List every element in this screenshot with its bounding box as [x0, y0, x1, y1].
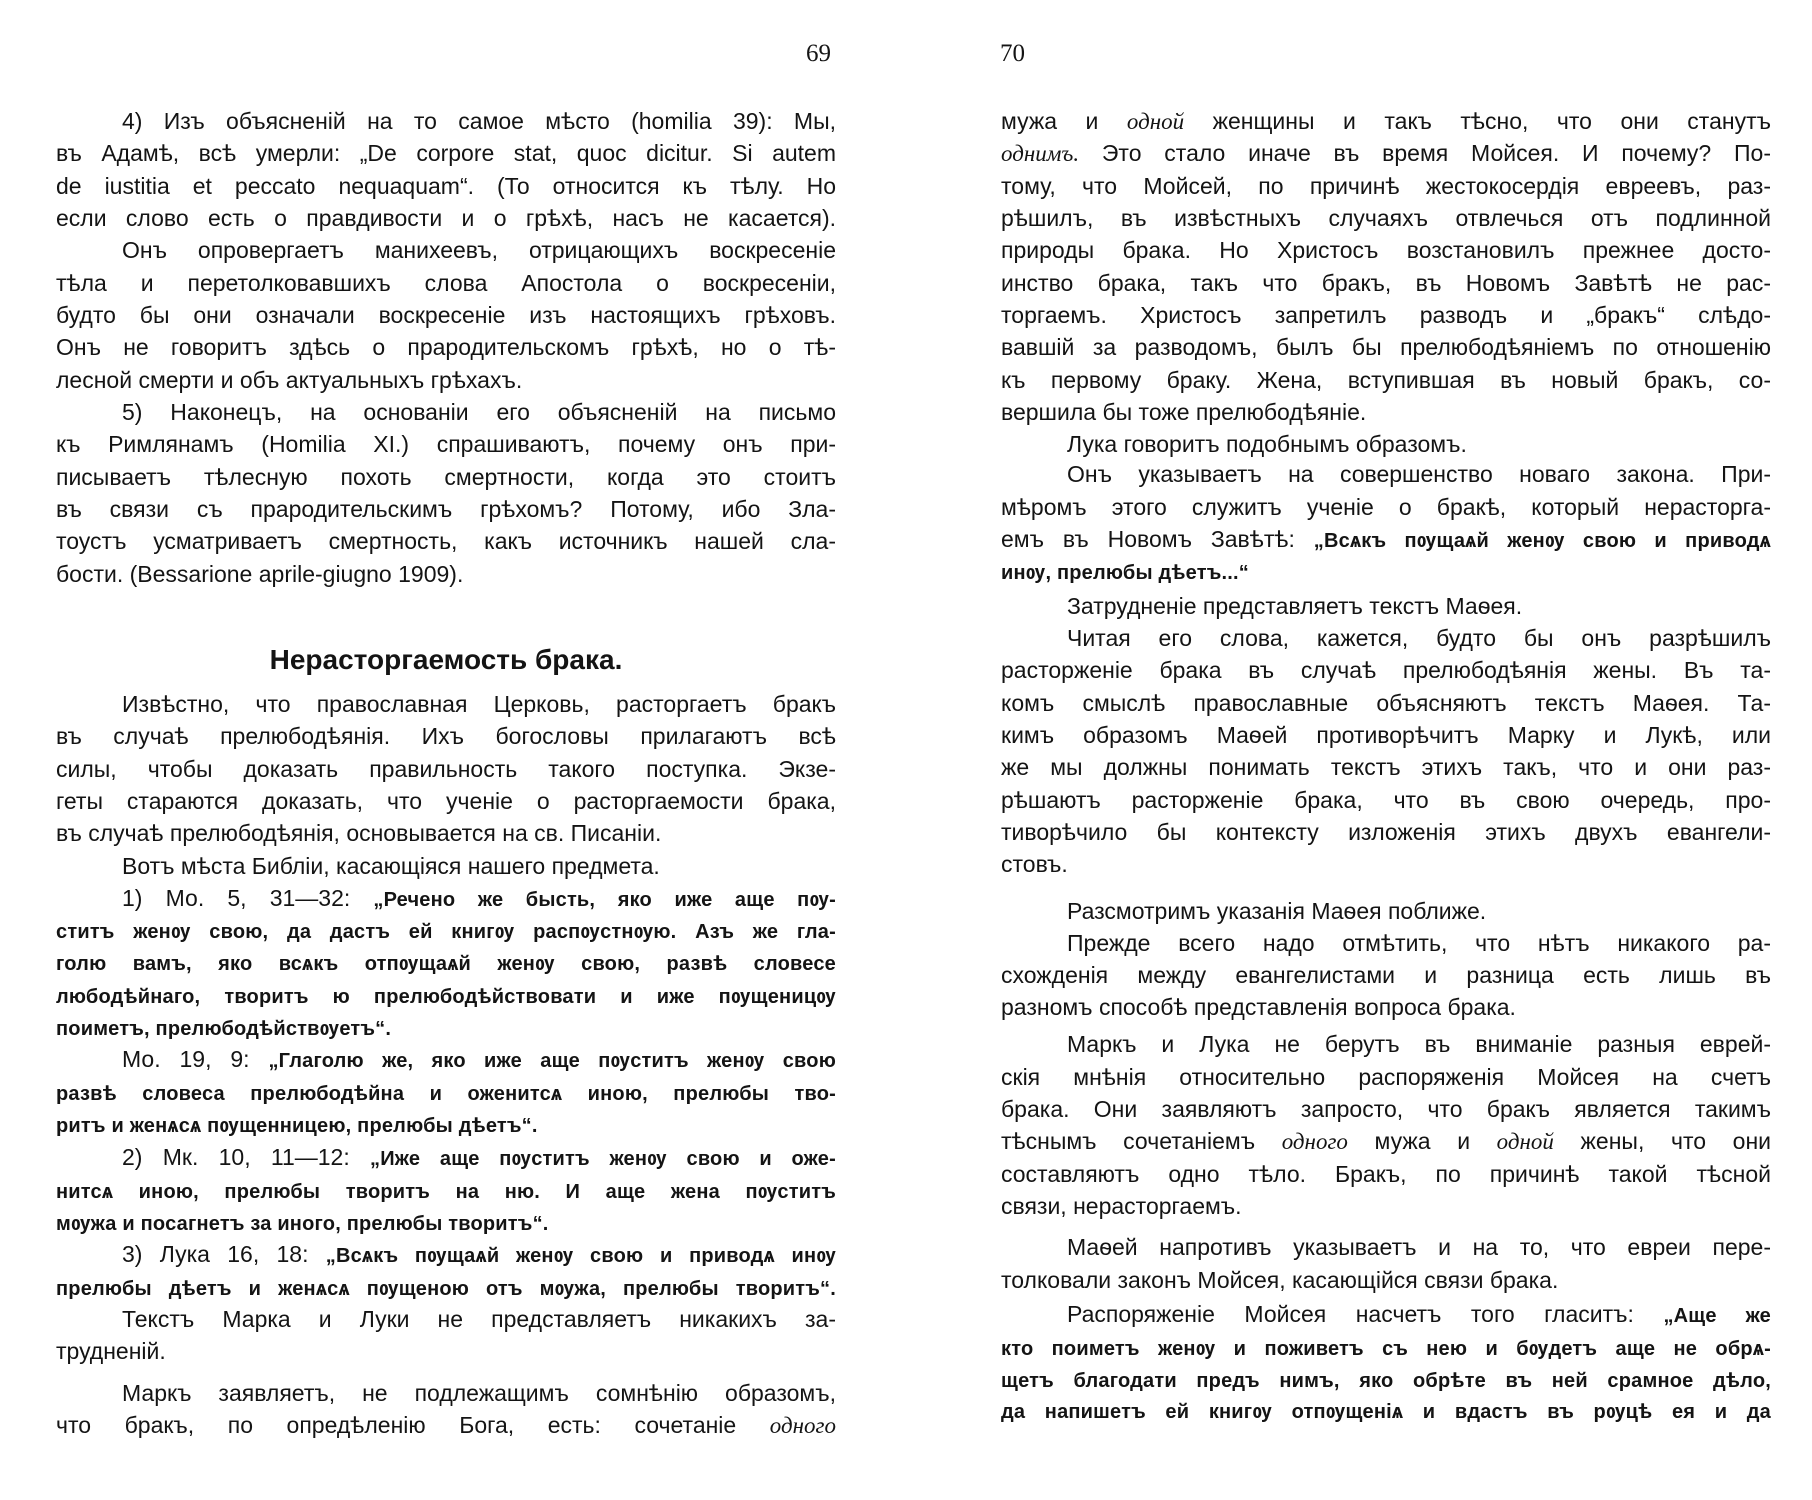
text-segment: брака. Они заявляютъ запросто, что бракъ является такимъ: [1001, 1095, 1771, 1122]
text-line: [1001, 687, 1771, 719]
text-segment: Разсмотримъ указанія Маѳея поближе.: [1067, 897, 1487, 924]
text-segment: въ случаѣ прелюбодѣянія, основывается на св. Писаніи.: [56, 820, 662, 847]
text-line: [56, 299, 836, 331]
text-line: [56, 1076, 836, 1108]
text-line: [1001, 654, 1771, 686]
text-segment: 5) Наконецъ, на основаніи его объясненій на письмо: [122, 398, 836, 425]
text-line: [56, 396, 836, 428]
text-line: [1001, 170, 1771, 202]
text-segment: мѣромъ этого служитъ ученіе о бракѣ, который нерасторга-: [1001, 493, 1771, 520]
text-line: [1001, 555, 1771, 587]
text-segment: емъ въ Новомъ Завѣтѣ:: [1001, 525, 1314, 552]
text-segment: Текстъ Марка и Луки не представляетъ никакихъ за-: [122, 1306, 836, 1333]
text-segment: Затрудненіе представляетъ текстъ Маѳея.: [1067, 592, 1523, 619]
text-line: [1001, 1028, 1771, 1060]
text-line: [1001, 331, 1771, 363]
text-line: [1001, 458, 1771, 490]
text-line: [1001, 1190, 1771, 1222]
text-line: [56, 1011, 836, 1043]
text-line: [56, 331, 836, 363]
text-segment: будто бы они означали воскресеніе изъ настоящихъ грѣховъ.: [56, 302, 836, 329]
text-line: [56, 850, 836, 882]
text-segment: мужа и: [1347, 1128, 1497, 1155]
text-segment: писываетъ тѣлесную похоть смертности, когда это стоитъ: [56, 463, 836, 490]
text-segment: составляютъ одно тѣло. Бракъ, по причинѣ такой тѣсной: [1001, 1160, 1771, 1187]
text-line: [56, 979, 836, 1011]
text-segment: торгаемъ. Христосъ запретилъ разводъ и „бракъ“ слѣдо-: [1001, 302, 1771, 329]
text-segment: 3) Лука 16, 18:: [122, 1241, 326, 1268]
text-line: [1001, 1061, 1771, 1093]
text-segment: геты стараются доказать, что ученіе о расторгаемости брака,: [56, 787, 836, 814]
page-number-right: 70: [1000, 40, 1025, 67]
text-segment: разномъ способѣ представленія вопроса брака.: [1001, 994, 1516, 1021]
text-line: [1001, 622, 1771, 654]
text-segment: 4) Изъ объясненій на то самое мѣсто (homilia 39): Мы,: [122, 108, 836, 135]
text-segment: мужа и: [1001, 108, 1127, 135]
text-line: [56, 461, 836, 493]
text-segment: 2) Мк. 10, 11—12:: [122, 1144, 371, 1171]
text-line: [1001, 1125, 1771, 1157]
text-segment: силы, чтобы доказать правильность такого поступка. Экзе-: [56, 755, 836, 782]
text-segment: рѣшилъ, въ извѣстныхъ случаяхъ отвлечься отъ подлинной: [1001, 205, 1771, 232]
text-segment: бости. (Bessarione aprile-giugno 1909).: [56, 560, 464, 587]
text-segment: Распоряженіе Мойсея насчетъ того гласитъ:: [1067, 1301, 1664, 1328]
text-line: [1001, 719, 1771, 751]
church-slavonic-quote: ритъ и женѧсѧ пѹщенницею, прелюбы дѣетъ“.: [56, 1114, 538, 1137]
text-segment: же мы должны понимать текстъ этихъ такъ, что и они раз-: [1001, 754, 1771, 781]
text-line: [56, 785, 836, 817]
text-line: [1001, 1298, 1771, 1330]
text-line: [56, 234, 836, 266]
text-line: [1001, 137, 1771, 169]
text-line: [56, 1335, 836, 1367]
text-line: [56, 1271, 836, 1303]
church-slavonic-quote: мѹжа и посагнетъ за иного, прелюбы творитъ“.: [56, 1213, 549, 1236]
text-line: [1001, 590, 1771, 622]
text-line: [56, 170, 836, 202]
church-slavonic-quote: „Речено же бысть, яко иже аще пѹ-: [373, 888, 836, 911]
text-segment: стовъ.: [1001, 851, 1068, 878]
text-segment: скія мнѣнія относительно распоряженія Мойсея на счетъ: [1001, 1063, 1771, 1090]
text-line: [1001, 784, 1771, 816]
church-slavonic-quote: да напишетъ ей книгѹ отпѹщеніѧ и вдастъ въ рѹцѣ ея и да: [1001, 1401, 1771, 1424]
text-line: [1001, 202, 1771, 234]
text-segment: природы брака. Но Христосъ возстановилъ прежнее досто-: [1001, 237, 1771, 264]
text-line: [56, 137, 836, 169]
text-segment: рѣшаютъ расторженіе брака, что въ свою очередь, про-: [1001, 786, 1771, 813]
text-line: [1001, 1158, 1771, 1190]
text-segment: кимъ образомъ Маѳей противорѣчитъ Марку и Лукѣ, или: [1001, 722, 1771, 749]
text-segment: связи, нерасторгаемъ.: [1001, 1192, 1242, 1219]
text-segment: вавшій за разводомъ, былъ бы прелюбодѣяніемъ по отношенію: [1001, 334, 1771, 361]
text-line: [1001, 491, 1771, 523]
text-segment: тому, что Мойсей, по причинѣ жестокосердія евреевъ, раз-: [1001, 172, 1771, 199]
text-segment: тѣла и перетолковавшихъ слова Апостола о воскресеніи,: [56, 269, 836, 296]
text-line: [56, 1141, 836, 1173]
church-slavonic-quote: „Глаголю же, яко иже аще пѹститъ женѹ свою: [268, 1050, 836, 1073]
section-heading: Нерасторгаемость брака.: [269, 644, 623, 675]
text-segment: тѣснымъ сочетаніемъ: [1001, 1128, 1282, 1155]
text-line: [56, 882, 836, 914]
text-segment: Онъ не говоритъ здѣсь о прародительскомъ грѣхѣ, но о тѣ-: [56, 334, 836, 361]
text-segment: комъ смыслѣ православные объясняютъ текстъ Маѳея. Та-: [1001, 689, 1771, 716]
text-segment: Извѣстно, что православная Церковь, расторгаетъ бракъ: [122, 690, 836, 717]
italic-emphasis: одного: [1281, 1129, 1348, 1155]
text-line: [56, 1174, 836, 1206]
italic-emphasis: однимъ.: [1001, 141, 1080, 167]
left-page-column: [56, 0, 836, 1500]
church-slavonic-quote: развѣ словеса прелюбодѣйна и оженитсѧ иною, прелюбы тво-: [56, 1082, 836, 1105]
text-line: [56, 428, 836, 460]
text-line: [1001, 105, 1771, 137]
text-line: [1001, 396, 1771, 428]
text-segment: расторженіе брака въ случаѣ прелюбодѣянія жены. Въ та-: [1001, 657, 1771, 684]
text-line: [56, 720, 836, 752]
text-line: [56, 267, 836, 299]
text-line: [56, 525, 836, 557]
church-slavonic-quote: поиметъ, прелюбодѣйствѹетъ“.: [56, 1018, 392, 1041]
text-line: [1001, 1363, 1771, 1395]
text-segment: жены, что они: [1553, 1128, 1771, 1155]
italic-emphasis: одной: [1126, 109, 1185, 135]
text-segment: толковали законъ Мойсея, касающійся связи брака.: [1001, 1266, 1559, 1293]
church-slavonic-quote: голю вамъ, яко всѧкъ отпѹщаѧй женѹ свою, развѣ словесе: [56, 953, 836, 976]
text-segment: къ первому браку. Жена, вступившая въ новый бракъ, со-: [1001, 366, 1771, 393]
church-slavonic-quote: прелюбы дѣетъ и женѧсѧ пѹщеною отъ мѹжа, прелюбы творитъ“.: [56, 1277, 836, 1300]
text-segment: 1) Мо. 5, 31—32:: [122, 884, 374, 911]
text-line: [1001, 234, 1771, 266]
text-line: [1001, 523, 1771, 555]
text-line: [1001, 1264, 1771, 1296]
text-segment: трудненій.: [56, 1338, 166, 1365]
church-slavonic-quote: „Аще же: [1663, 1305, 1772, 1328]
text-line: [1001, 895, 1771, 927]
text-segment: Мо. 19, 9:: [122, 1046, 269, 1073]
text-line: [1001, 1231, 1771, 1263]
church-slavonic-quote: „Иже аще пѹститъ женѹ свою и оже-: [370, 1148, 836, 1171]
text-line: [1001, 364, 1771, 396]
text-line: [56, 946, 836, 978]
text-line: [1001, 751, 1771, 783]
text-segment: въ случаѣ прелюбодѣянія. Ихъ богословы прилагаютъ всѣ: [56, 723, 836, 750]
text-line: [56, 1206, 836, 1238]
text-line: [56, 558, 836, 590]
church-slavonic-quote: любодѣйнаго, творитъ ю прелюбодѣйствовати и иже пѹщеницѹ: [56, 985, 836, 1008]
text-segment: Читая его слова, кажется, будто бы онъ разрѣшилъ: [1067, 625, 1771, 652]
text-line: [56, 1108, 836, 1140]
text-line: [56, 817, 836, 849]
text-line: [1001, 959, 1771, 991]
text-line: [1001, 267, 1771, 299]
text-segment: Маѳей напротивъ указываетъ и на то, что евреи пере-: [1067, 1234, 1771, 1261]
text-segment: инство брака, такъ что бракъ, въ Новомъ Завѣтѣ не рас-: [1001, 269, 1771, 296]
text-segment: Маркъ заявляетъ, не подлежащимъ сомнѣнію образомъ,: [122, 1379, 836, 1406]
italic-emphasis: одного: [769, 1413, 836, 1439]
text-line: [56, 202, 836, 234]
church-slavonic-quote: щетъ благодати предъ нимъ, яко обрѣте въ ней срамное дѣло,: [1001, 1370, 1771, 1393]
text-segment: Онъ опровергаетъ манихеевъ, отрицающихъ воскресеніе: [122, 237, 836, 264]
text-line: [56, 688, 836, 720]
text-line: [1001, 816, 1771, 848]
church-slavonic-quote: ститъ женѹ свою, да дастъ ей книгѹ распѹстнѹю. Азъ же гла-: [56, 921, 836, 944]
text-segment: de iustitia et peccato nequaquam“. (То относится къ тѣлу. Но: [56, 172, 836, 199]
text-segment: лесной смерти и объ актуальныхъ грѣхахъ.: [56, 366, 523, 393]
text-line: [1001, 848, 1771, 880]
text-line: [56, 493, 836, 525]
text-segment: Онъ указываетъ на совершенство новаго закона. При-: [1067, 461, 1771, 488]
church-slavonic-quote: „Всѧкъ пѹщаѧй женѹ свою и приводѧ инѹ: [325, 1245, 836, 1268]
text-segment: Вотъ мѣста Библіи, касающіяся нашего предмета.: [122, 852, 660, 879]
text-line: [1001, 428, 1771, 460]
text-segment: если слово есть о правдивости и о грѣхѣ, насъ не касается).: [56, 205, 836, 232]
text-line: [56, 364, 836, 396]
text-line: [56, 1409, 836, 1441]
text-segment: тоустъ усматриваетъ смертность, какъ источникъ нашей сла-: [56, 528, 836, 555]
text-segment: въ Адамѣ, всѣ умерли: „De corpore stat, quoc dicitur. Si autem: [56, 140, 836, 167]
text-segment: къ Римлянамъ (Homilia XI.) спрашиваютъ, почему онъ при-: [56, 431, 836, 458]
text-segment: въ связи съ прародительскимъ грѣхомъ? Потому, ибо Зла-: [56, 495, 836, 522]
text-line: [56, 1043, 836, 1075]
text-line: [1001, 991, 1771, 1023]
text-segment: Маркъ и Лука не берутъ въ вниманіе разныя еврей-: [1067, 1031, 1771, 1058]
text-segment: тиворѣчило бы контексту изложенія этихъ двухъ евангели-: [1001, 819, 1771, 846]
text-segment: женщины и такъ тѣсно, что они станутъ: [1184, 108, 1771, 135]
text-segment: Прежде всего надо отмѣтить, что нѣтъ никакого ра-: [1067, 929, 1771, 956]
text-line: [56, 753, 836, 785]
text-line: [56, 1303, 836, 1335]
church-slavonic-quote: нитсѧ иною, прелюбы творитъ на ню. И аще жена пѹститъ: [56, 1180, 836, 1203]
text-segment: вершила бы тоже прелюбодѣяніе.: [1001, 398, 1367, 425]
text-segment: Лука говоритъ подобнымъ образомъ.: [1067, 431, 1467, 458]
text-segment: Это стало иначе въ время Мойсея. И почему? По-: [1079, 140, 1771, 167]
text-line: [1001, 299, 1771, 331]
text-segment: схожденія между евангелистами и разница есть лишь въ: [1001, 962, 1771, 989]
church-slavonic-quote: инѹ, прелюбы дѣетъ...“: [1001, 562, 1249, 585]
text-line: [1001, 1394, 1771, 1426]
text-line: [56, 914, 836, 946]
text-line: [56, 1377, 836, 1409]
text-line: [1001, 1331, 1771, 1363]
right-page-column: [1001, 0, 1771, 1500]
text-line: [1001, 927, 1771, 959]
text-line: [56, 1238, 836, 1270]
page-number-left: 69: [806, 40, 831, 67]
text-line: [56, 105, 836, 137]
text-line: [1001, 1093, 1771, 1125]
church-slavonic-quote: „Всѧкъ пѹщаѧй женѹ свою и приводѧ: [1313, 529, 1771, 552]
italic-emphasis: одной: [1496, 1129, 1554, 1155]
text-segment: что бракъ, по опредѣленію Бога, есть: сочетаніе: [56, 1412, 770, 1439]
church-slavonic-quote: кто поиметъ женѹ и поживетъ съ нею и бѹдетъ аще не обрѧ-: [1001, 1337, 1771, 1360]
